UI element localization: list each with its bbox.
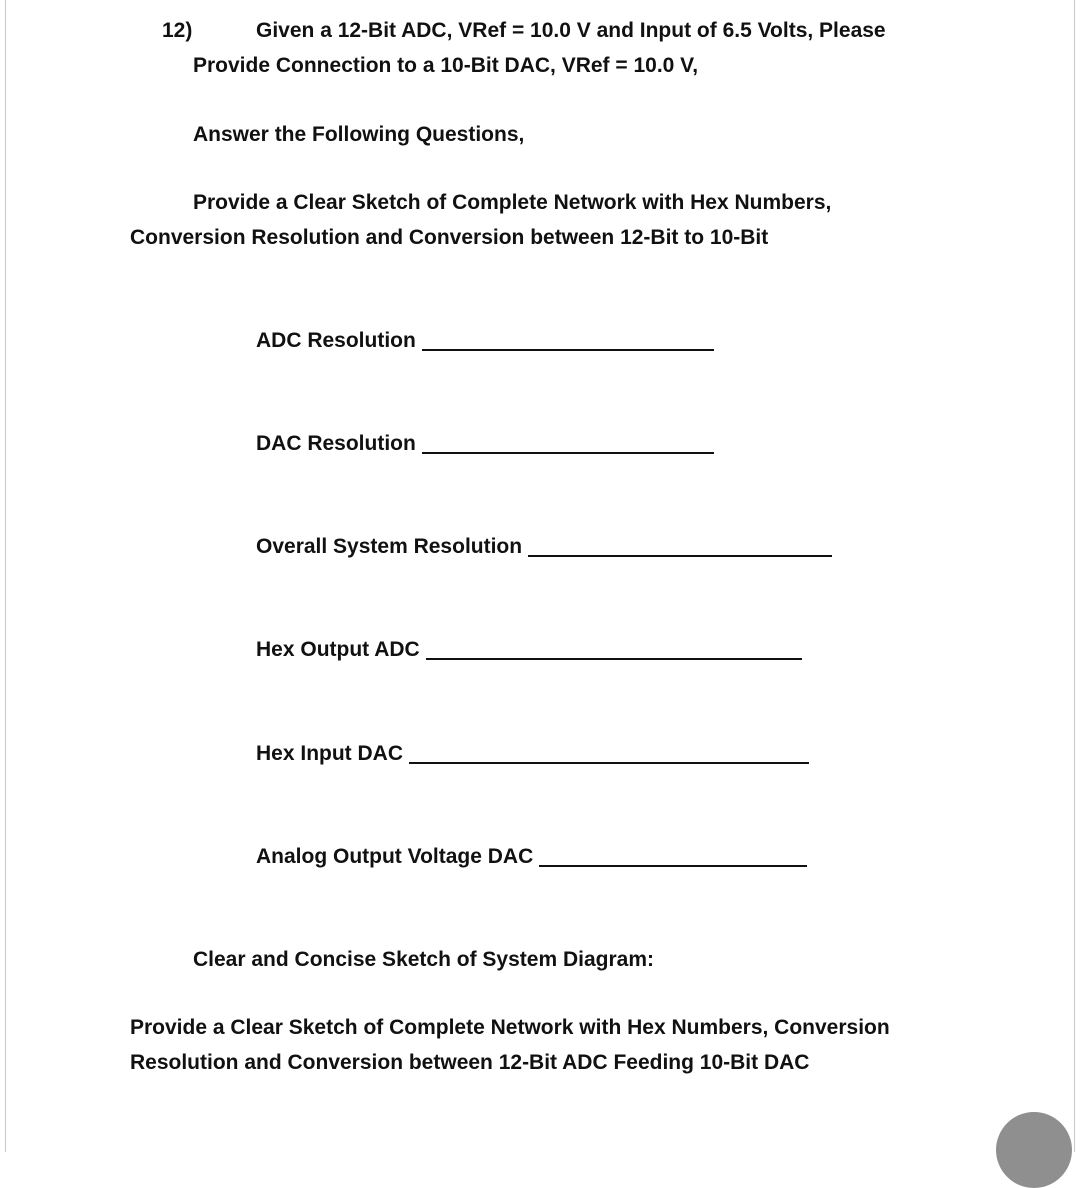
sketch-request-line-2: Conversion Resolution and Conversion between 12-Bit to 10-Bit <box>130 226 769 249</box>
hex-input-dac-field <box>256 742 809 766</box>
question-text-line-1: Given a 12-Bit ADC, VRef = 10.0 V and Input of 6.5 Volts, Please <box>256 19 886 42</box>
question-number: 12) <box>162 19 193 42</box>
adc-resolution-label: ADC Resolution <box>256 329 416 352</box>
question-text-line-2: Provide Connection to a 10-Bit DAC, VRef = 10.0 V, <box>193 54 699 77</box>
page-border-left <box>5 0 6 1152</box>
hex-output-adc-answer-blank[interactable] <box>426 640 802 660</box>
sketch-request-2-line-1: Provide a Clear Sketch of Complete Network with Hex Numbers, Conversion <box>130 1016 890 1039</box>
overall-system-resolution-label: Overall System Resolution <box>256 535 523 558</box>
diagram-heading: Clear and Concise Sketch of System Diagram: <box>193 948 654 971</box>
sketch-request-2-line-2: Resolution and Conversion between 12-Bit ADC Feeding 10-Bit DAC <box>130 1051 810 1074</box>
dac-resolution-field <box>256 432 714 456</box>
dac-resolution-answer-blank[interactable] <box>422 434 714 454</box>
overall-system-resolution-answer-blank[interactable] <box>528 537 832 557</box>
hex-input-dac-label: Hex Input DAC <box>256 742 403 765</box>
analog-output-voltage-dac-answer-blank[interactable] <box>539 847 807 867</box>
analog-output-voltage-dac-label: Analog Output Voltage DAC <box>256 845 534 868</box>
hex-input-dac-answer-blank[interactable] <box>409 744 809 764</box>
adc-resolution-field <box>256 329 714 353</box>
page-border-right <box>1074 0 1075 1152</box>
overall-system-resolution-field <box>256 535 832 559</box>
analog-output-voltage-dac-field <box>256 845 807 869</box>
floating-scroll-button[interactable] <box>996 1112 1072 1188</box>
instruction-text: Answer the Following Questions, <box>193 123 525 146</box>
dac-resolution-label: DAC Resolution <box>256 432 416 455</box>
hex-output-adc-field <box>256 638 802 662</box>
adc-resolution-answer-blank[interactable] <box>422 331 714 351</box>
hex-output-adc-label: Hex Output ADC <box>256 638 420 661</box>
sketch-request-line-1: Provide a Clear Sketch of Complete Network with Hex Numbers, <box>193 191 832 214</box>
